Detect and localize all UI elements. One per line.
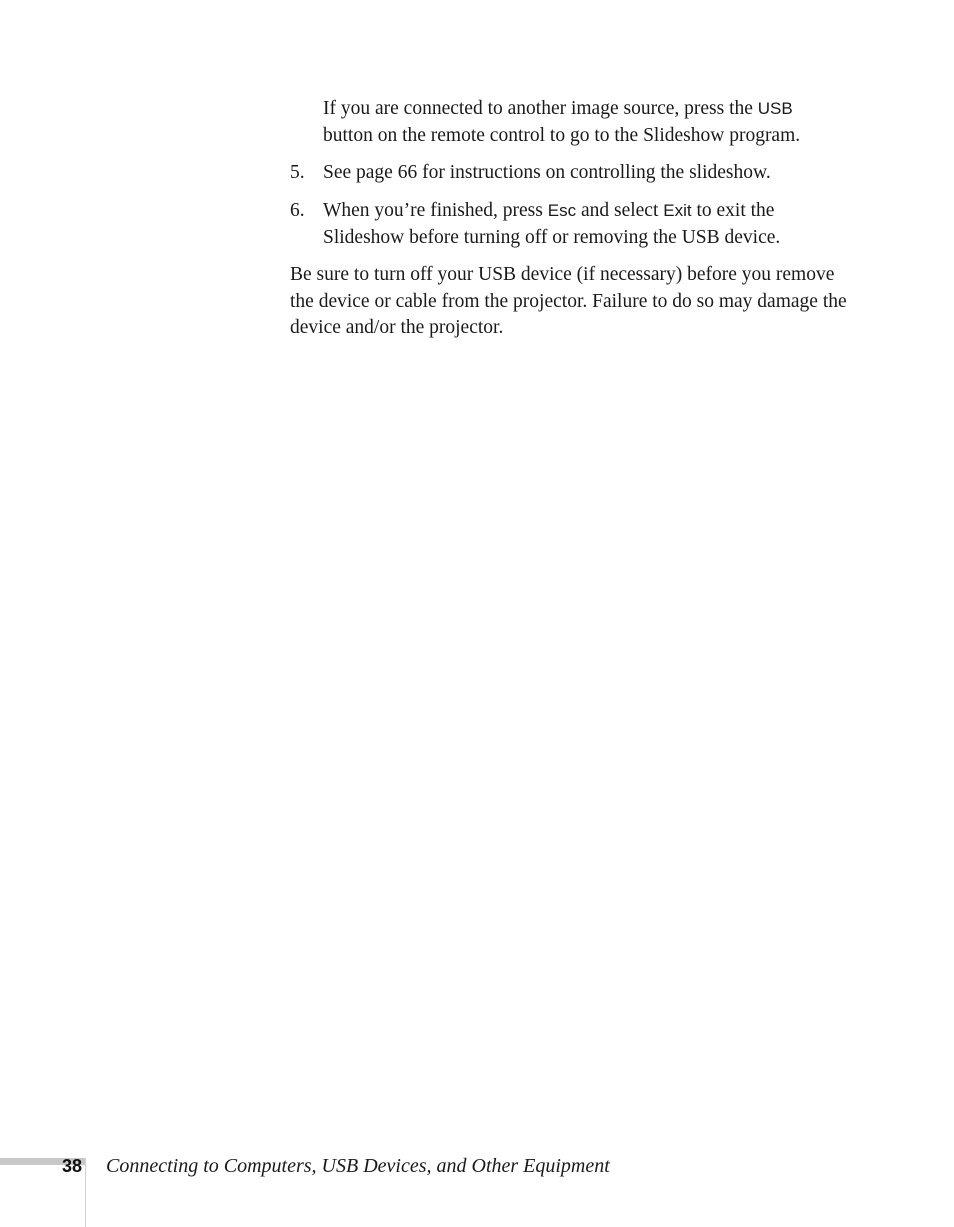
continuation-text-before: If you are connected to another image source, press the	[323, 98, 758, 119]
step-text-part-b: and select	[576, 200, 664, 221]
step-number: 5.	[290, 162, 305, 183]
step-text	[323, 198, 843, 251]
page-number: 38	[62, 1156, 83, 1176]
exit-option-label: Exit	[663, 201, 692, 220]
note-paragraph: Be sure to turn off your USB device (if necessary) before you remove the device or cable from the projector. Failure to do so may damage the device and/or the projector.	[290, 264, 847, 338]
footer-divider	[85, 1158, 86, 1227]
continuation-text-after: button on the remote control to go to the Slideshow program.	[323, 124, 801, 146]
step-number: 6.	[290, 200, 305, 221]
step-text-part-c: to exit the Slideshow before turning off or removing the USB device.	[323, 200, 781, 248]
esc-key-label: Esc	[547, 201, 577, 220]
step-text-part-a: When you’re finished, press	[323, 200, 548, 221]
running-title: Connecting to Computers, USB Devices, and Other Equipment	[106, 1155, 610, 1177]
step-text: See page 66 for instructions on controlling the slideshow.	[323, 162, 771, 183]
usb-key-label: USB	[757, 99, 793, 118]
continuation-paragraph	[323, 96, 843, 149]
